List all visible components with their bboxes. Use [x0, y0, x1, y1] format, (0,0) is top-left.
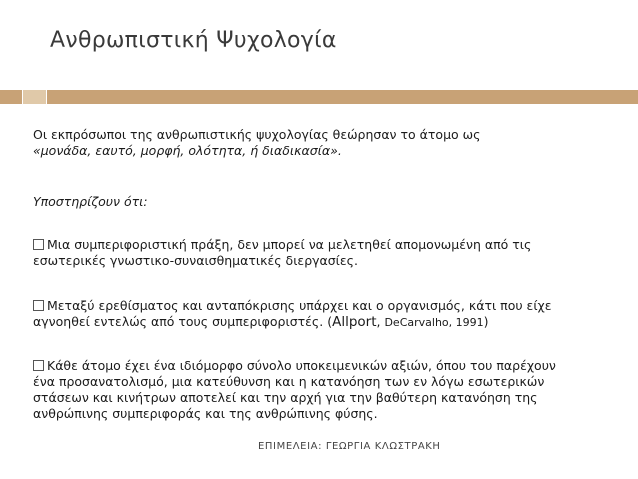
- intro-paragraph: [33, 127, 480, 159]
- bullet-2-line-1: Μεταξύ ερεθίσματος και ανταπόκρισης υπάρχει και ο οργανισμός, κάτι που είχε: [47, 298, 552, 313]
- square-bullet-icon: [33, 360, 44, 371]
- citation-separator: ,: [376, 314, 385, 329]
- square-bullet-icon: [33, 239, 44, 250]
- bullet-1-line-2: εσωτερικές γνωστικο-συναισθηματικές διεργασίες.: [33, 253, 358, 268]
- bullet-3-line-2: ένα προσανατολισμό, μια κατεύθυνση και η κατανόηση των εν λόγω εσωτερικών: [33, 374, 545, 389]
- bullet-1-line-1: Μια συμπεριφοριστική πράξη, δεν μπορεί να μελετηθεί απομονωμένη από τις: [47, 237, 532, 252]
- claims-heading: Υποστηρίζουν ότι:: [33, 194, 148, 209]
- citation-author: Allport: [332, 314, 377, 330]
- bullet-2: [33, 298, 552, 331]
- bullet-2-text: αγνοηθεί εντελώς από τους συμπεριφοριστές. (: [33, 314, 333, 329]
- slide-title: Ανθρωπιστική Ψυχολογία: [50, 28, 337, 53]
- square-bullet-icon: [33, 300, 44, 311]
- bullet-3-line-4: ανθρώπινης συμπεριφοράς και της ανθρώπινης φύσης.: [33, 406, 378, 421]
- accent-band-left: [0, 90, 22, 104]
- bullet-3: [33, 358, 556, 422]
- bullet-3-line-1: Κάθε άτομο έχει ένα ιδιόμορφο σύνολο υποκειμενικών αξιών, όπου του παρέχουν: [47, 358, 556, 373]
- accent-band-main: [47, 90, 638, 104]
- footer-credit: ΕΠΙΜΕΛΕΙΑ: ΓΕΩΡΓΙΑ ΚΛΩΣΤΡΑΚΗ: [258, 441, 441, 452]
- bullet-1: [33, 237, 531, 269]
- citation-close: ): [483, 314, 489, 329]
- intro-line-1: Οι εκπρόσωποι της ανθρωπιστικής ψυχολογίας θεώρησαν το άτομο ως: [33, 127, 481, 142]
- bullet-3-line-3: στάσεων και κινήτρων αποτελεί και την αρχή για την βαθύτερη κατανόηση της: [33, 390, 538, 405]
- citation-reference: DeCarvalho, 1991: [384, 316, 484, 329]
- bullet-2-line-2: [33, 314, 552, 331]
- intro-line-2: «μονάδα, εαυτό, μορφή, ολότητα, ή διαδικασία».: [33, 143, 342, 158]
- accent-band-middle: [23, 90, 46, 104]
